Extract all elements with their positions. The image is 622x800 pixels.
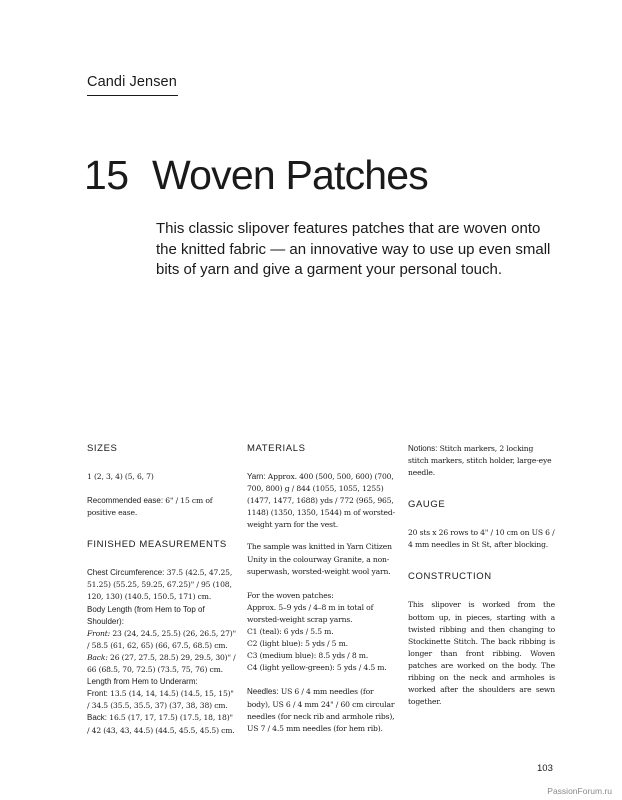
sizes-heading: SIZES — [87, 443, 118, 454]
front-text: 23 (24, 24.5, 25.5) (26, 26.5, 27)" / 58.5 (61, 62, 65) (66, 67.5, 68.5) cm. — [87, 628, 236, 650]
finished-measurements-body — [87, 567, 237, 736]
construction-heading: CONSTRUCTION — [408, 571, 492, 583]
gauge-heading: GAUGE — [408, 499, 446, 511]
author-name: Candi Jensen — [87, 74, 177, 90]
woven-patches-block — [247, 590, 397, 675]
needles-paragraph — [247, 686, 397, 734]
ease-text: 6" / 15 cm of positive ease. — [87, 496, 213, 518]
watermark: PassionForum.ru — [547, 786, 612, 796]
page-number: 103 — [537, 763, 553, 774]
sample-yarn-paragraph: The sample was knitted in Yarn Citizen Unity in the colourway Granite, a non-superwash, worsted-weight wool yarn. — [247, 542, 392, 576]
notions-text: Stitch markers, 2 locking stitch markers, stitch holder, large-eye needle. — [408, 444, 552, 478]
chest-text: 37.5 (42.5, 47.25, 51.25) (55.25, 59.25, 67.25)" / 95 (108, 120, 130) (140.5, 150.5, 171) cm. — [87, 568, 233, 602]
underarm-front-label: Front: — [87, 689, 108, 699]
recommended-ease — [87, 495, 237, 519]
chest-circumference — [87, 567, 237, 603]
color-c2: C2 (light blue): 5 yds / 5 m. — [247, 639, 348, 649]
notions-paragraph — [408, 443, 555, 479]
underarm-back-text: 16.5 (17, 17, 17.5) (17.5, 18, 18)" / 42 (43, 43, 44.5) (44.5, 45.5, 45.5) cm. — [87, 713, 235, 735]
column-sizes — [87, 443, 237, 737]
back-text: 26 (27, 27.5, 28.5) 29, 29.5, 30)" / 66 (68.5, 70, 72.5) (73.5, 75, 76) cm. — [87, 652, 236, 675]
intro-paragraph: This classic slipover features patches that are woven onto the knitted fabric — an innovative way to use up even small bits of yarn and give a garment your personal touch. — [156, 220, 551, 278]
needles-text: US 6 / 4 mm needles (for body), US 6 / 4 mm 24" / 60 cm circular needles (for neck rib and armhole ribs), US 7 / 4.5 mm needles (for hem rib). — [247, 687, 395, 733]
column-notions — [408, 443, 555, 708]
chest-label: Chest Circumference: — [87, 568, 165, 578]
color-c4: C4 (light yellow-green): 5 yds / 4.5 m. — [247, 663, 387, 673]
yarn-text: Approx. 400 (500, 500, 600) (700, 700, 800) g / 844 (1055, 1055, 1255) (1477, 1477, 1688) yds / 772 (965, 965, 1148) (1350, 1350, 1544) m of worsted-weight yarn for the vest. — [247, 472, 395, 530]
needles-label: Needles: — [247, 687, 279, 697]
patches-amount: Approx. 5–9 yds / 4–8 m in total of worsted-weight scrap yarns. — [247, 602, 374, 624]
sizes-list: 1 (2, 3, 4) (5, 6, 7) — [87, 472, 154, 481]
underarm-back-label: Back: — [87, 713, 108, 723]
color-c1: C1 (teal): 6 yds / 5.5 m. — [247, 627, 334, 637]
pattern-number: 15 — [84, 152, 129, 198]
body-length-label: Body Length (from Hem to Top of Shoulder): — [87, 604, 205, 626]
back-label: Back: — [87, 652, 108, 662]
pattern-title: Woven Patches — [152, 152, 428, 198]
construction-text: This slipover is worked from the bottom up, in pieces, starting with a twisted ribbing and then changing to Stockinette Stitch. The back ribbing is longer than front ribbing. Woven patches are worked on the body. The ribbing on the neck and armholes is worked after the shoulders are sewn together. — [408, 600, 555, 707]
gauge-text: 20 sts x 26 rows to 4" / 10 cm on US 6 / 4 mm needles in St St, after blocking. — [408, 528, 555, 550]
front-label: Front: — [87, 628, 111, 638]
notions-label: Notions: — [408, 444, 438, 453]
underarm-length-label: Length from Hem to Underarm: — [87, 677, 198, 687]
finished-measurements-heading: FINISHED MEASUREMENTS — [87, 539, 227, 551]
underarm-front-text: 13.5 (14, 14, 14.5) (14.5, 15, 15)" / 34.5 (35.5, 35.5, 37) (37, 38, 38) cm. — [87, 689, 234, 711]
ease-label: Recommended ease: — [87, 496, 164, 506]
column-materials — [247, 443, 397, 735]
yarn-label: Yarn: — [247, 472, 266, 481]
back-length — [87, 652, 237, 676]
color-c3: C3 (medium blue): 8.5 yds / 8 m. — [247, 651, 369, 661]
underarm-front — [87, 688, 237, 712]
materials-heading: MATERIALS — [247, 443, 306, 454]
underarm-back — [87, 712, 237, 736]
patches-intro: For the woven patches: — [247, 590, 334, 600]
author-underline — [87, 95, 178, 96]
yarn-paragraph — [247, 471, 397, 531]
front-length — [87, 628, 237, 652]
